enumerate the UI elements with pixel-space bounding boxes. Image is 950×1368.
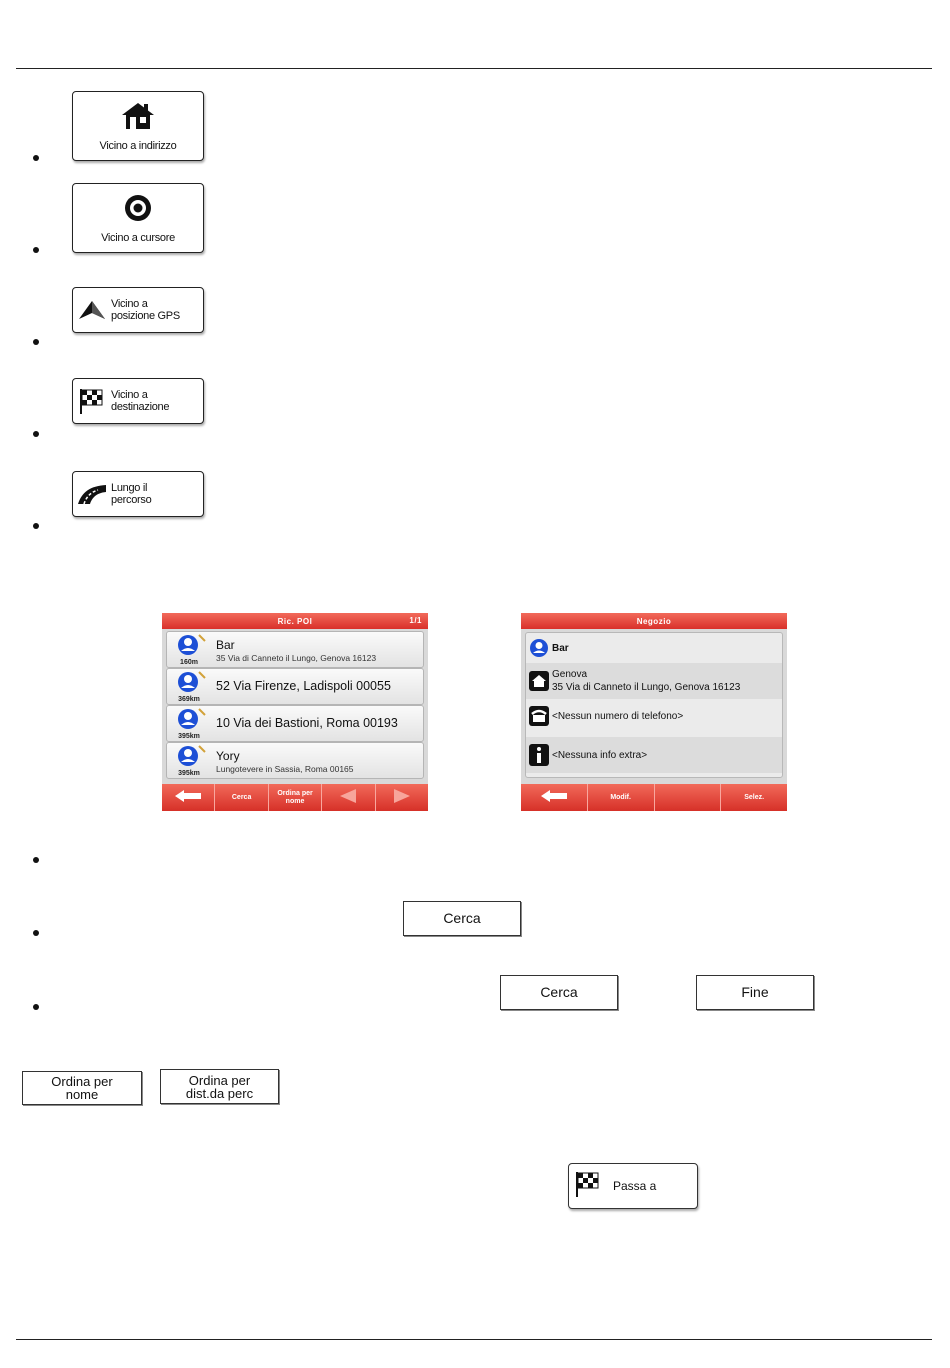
near-cursor-button[interactable] xyxy=(72,183,204,253)
detail-panel xyxy=(525,632,783,778)
poi-name: 10 Via dei Bastioni, Roma 00193 xyxy=(216,716,398,730)
done-button[interactable]: Fine xyxy=(696,975,814,1010)
option-label: Vicino a destinazione xyxy=(111,389,170,413)
bullet xyxy=(33,247,39,253)
person-pin-icon xyxy=(526,638,552,658)
target-icon xyxy=(122,193,154,228)
detail-info: <Nessuna info extra> xyxy=(552,749,648,761)
detail-phone-row[interactable] xyxy=(526,703,782,729)
disabled-button xyxy=(655,784,722,811)
top-rule xyxy=(16,68,932,69)
poi-row[interactable] xyxy=(166,668,424,705)
screen-title-bar xyxy=(521,613,787,629)
search-button[interactable]: Cerca xyxy=(500,975,618,1010)
house-icon xyxy=(118,101,158,136)
road-icon xyxy=(73,482,111,506)
option-label: Lungo il percorso xyxy=(111,482,152,506)
bullet xyxy=(33,339,39,345)
search-button[interactable]: Cerca xyxy=(215,784,268,811)
poi-distance: 160m xyxy=(180,659,198,666)
detail-phone: <Nessun numero di telefono> xyxy=(552,710,684,722)
back-arrow-icon xyxy=(175,790,201,805)
go-to-button[interactable] xyxy=(568,1163,698,1209)
poi-row[interactable] xyxy=(166,705,424,742)
poi-distance: 395km xyxy=(178,770,200,777)
back-arrow-icon xyxy=(541,790,567,805)
back-button[interactable] xyxy=(162,784,215,811)
gps-arrow-icon xyxy=(73,299,111,321)
along-route-button[interactable] xyxy=(72,471,204,517)
sort-by-name-button[interactable]: Ordina per nome xyxy=(22,1071,142,1105)
option-label: Vicino a posizione GPS xyxy=(111,298,180,322)
near-destination-button[interactable] xyxy=(72,378,204,424)
poi-row[interactable] xyxy=(166,631,424,668)
checkered-flag-icon xyxy=(73,387,111,415)
detail-name: Bar xyxy=(552,642,569,654)
screen-title-bar xyxy=(162,613,428,629)
bullet xyxy=(33,523,39,529)
poi-name: Yory xyxy=(216,749,240,763)
sort-by-name-button[interactable]: Ordina per nome xyxy=(269,784,322,811)
detail-info-row[interactable] xyxy=(526,737,782,773)
poi-address: Lungotevere in Sassia, Roma 00165 xyxy=(216,764,354,774)
detail-name-row xyxy=(526,635,782,661)
bullet xyxy=(33,155,39,161)
screen-toolbar xyxy=(162,784,428,811)
page-indicator: 1/1 xyxy=(409,616,422,625)
poi-list-screen xyxy=(162,613,428,811)
screen-title: Ric. POI xyxy=(277,616,313,626)
house-icon xyxy=(526,671,552,691)
phone-icon xyxy=(526,706,552,726)
bullet xyxy=(33,1004,39,1010)
option-label: Vicino a indirizzo xyxy=(99,139,177,152)
near-address-button[interactable] xyxy=(72,91,204,161)
bullet xyxy=(33,930,39,936)
option-label: Vicino a cursore xyxy=(101,231,175,244)
prev-page-button[interactable] xyxy=(322,784,375,811)
near-gps-button[interactable] xyxy=(72,287,204,333)
bullet xyxy=(33,431,39,437)
detail-address-row[interactable] xyxy=(526,663,782,699)
poi-row[interactable] xyxy=(166,742,424,779)
screen-title: Negozio xyxy=(636,616,672,626)
back-button[interactable] xyxy=(521,784,588,811)
next-page-button[interactable] xyxy=(376,784,428,811)
poi-name: 52 Via Firenze, Ladispoli 00055 xyxy=(216,679,391,693)
sort-by-route-distance-button[interactable]: Ordina per dist.da perc xyxy=(160,1069,279,1104)
detail-address: 35 Via di Canneto il Lungo, Genova 16123 xyxy=(552,682,741,693)
poi-distance: 395km xyxy=(178,733,200,740)
info-icon xyxy=(526,744,552,766)
checkered-flag-icon xyxy=(573,1170,603,1203)
search-button[interactable]: Cerca xyxy=(403,901,521,936)
bullet xyxy=(33,857,39,863)
poi-detail-screen xyxy=(521,613,787,811)
arrow-right-icon xyxy=(394,789,410,806)
poi-distance: 369km xyxy=(178,696,200,703)
modify-button[interactable]: Modif. xyxy=(588,784,655,811)
go-to-label: Passa a xyxy=(613,1179,657,1193)
screen-toolbar xyxy=(521,784,787,811)
bottom-rule xyxy=(16,1339,932,1340)
arrow-left-icon xyxy=(340,789,356,806)
select-button[interactable]: Selez. xyxy=(744,793,765,801)
detail-city: Genova xyxy=(552,669,588,680)
poi-name: Bar xyxy=(216,638,235,652)
poi-address: 35 Via di Canneto il Lungo, Genova 16123 xyxy=(216,653,377,663)
